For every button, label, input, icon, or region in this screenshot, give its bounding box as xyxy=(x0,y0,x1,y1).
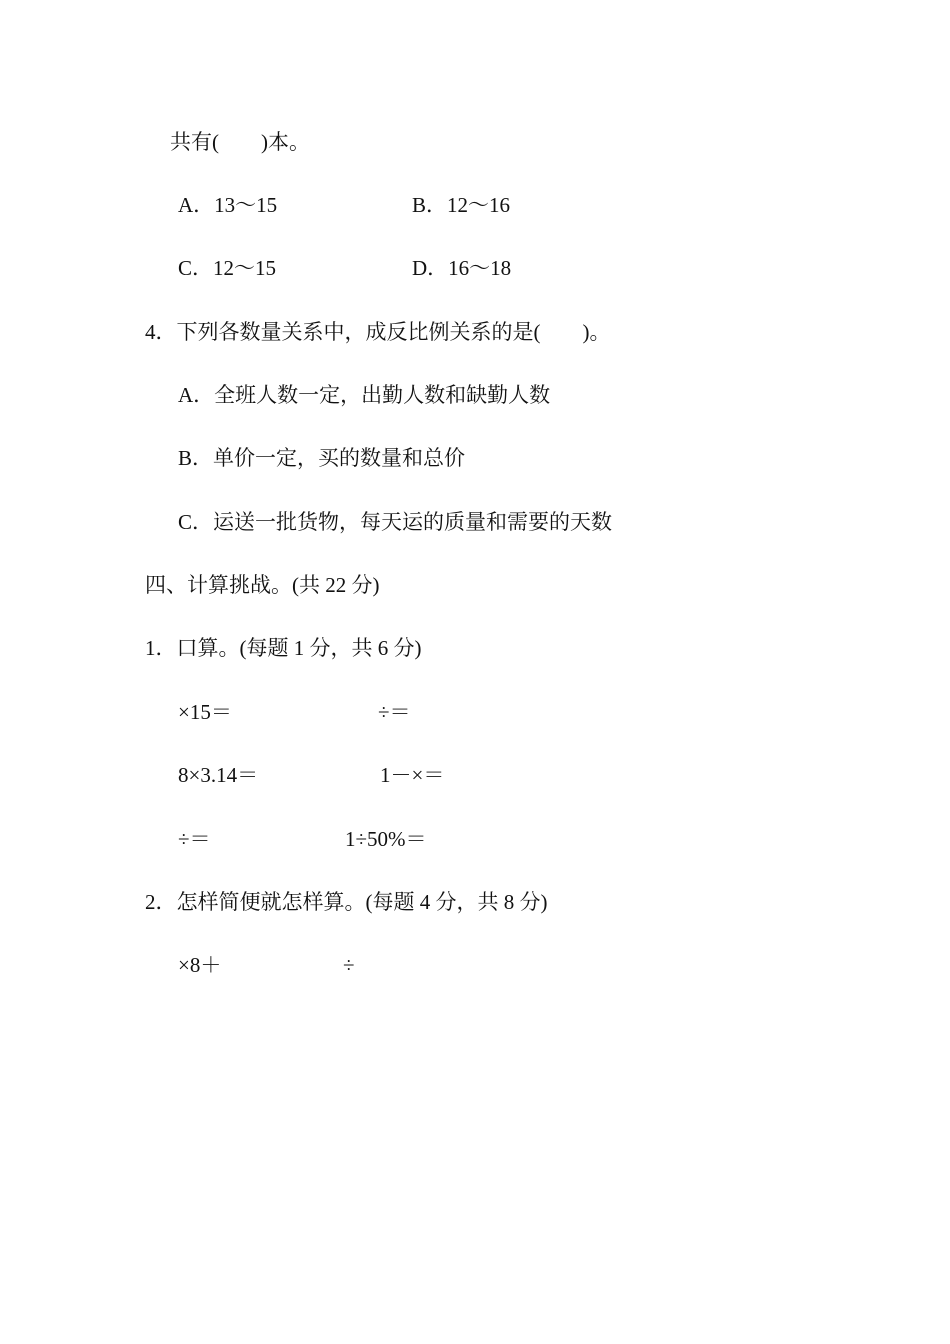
q4-option-c: C．运送一批货物，每天运的质量和需要的天数 xyxy=(178,510,613,534)
s4-q1-item-2: ÷＝ xyxy=(378,700,411,724)
s4-q2-stem: 2．怎样简便就怎样算。(每题 4 分，共 8 分) xyxy=(145,890,548,914)
q3-option-c: C．12～15 xyxy=(178,256,277,280)
q4-stem: 4．下列各数量关系中，成反比例关系的是( )。 xyxy=(145,320,611,344)
q3-option-a: A．13～15 xyxy=(178,193,278,217)
s4-q1-item-1: ×15＝ xyxy=(178,700,232,724)
section-4-title: 四、计算挑战。(共 22 分) xyxy=(145,573,380,597)
s4-q1-item-3: 8×3.14＝ xyxy=(178,763,259,787)
q3-continuation: 共有( )本。 xyxy=(170,130,310,154)
s4-q1-item-4: 1－×＝ xyxy=(380,763,445,787)
s4-q2-item-1: ×8＋ xyxy=(178,953,222,977)
q4-option-b: B．单价一定，买的数量和总价 xyxy=(178,446,466,470)
q4-option-a: A．全班人数一定，出勤人数和缺勤人数 xyxy=(178,383,551,407)
s4-q1-item-5: ÷＝ xyxy=(178,827,211,851)
s4-q1-stem: 1．口算。(每题 1 分，共 6 分) xyxy=(145,636,422,660)
q3-option-d: D．16～18 xyxy=(412,256,512,280)
q3-option-b: B．12～16 xyxy=(412,193,511,217)
s4-q2-item-2: ÷ xyxy=(343,953,355,977)
s4-q1-item-6: 1÷50%＝ xyxy=(345,827,427,851)
